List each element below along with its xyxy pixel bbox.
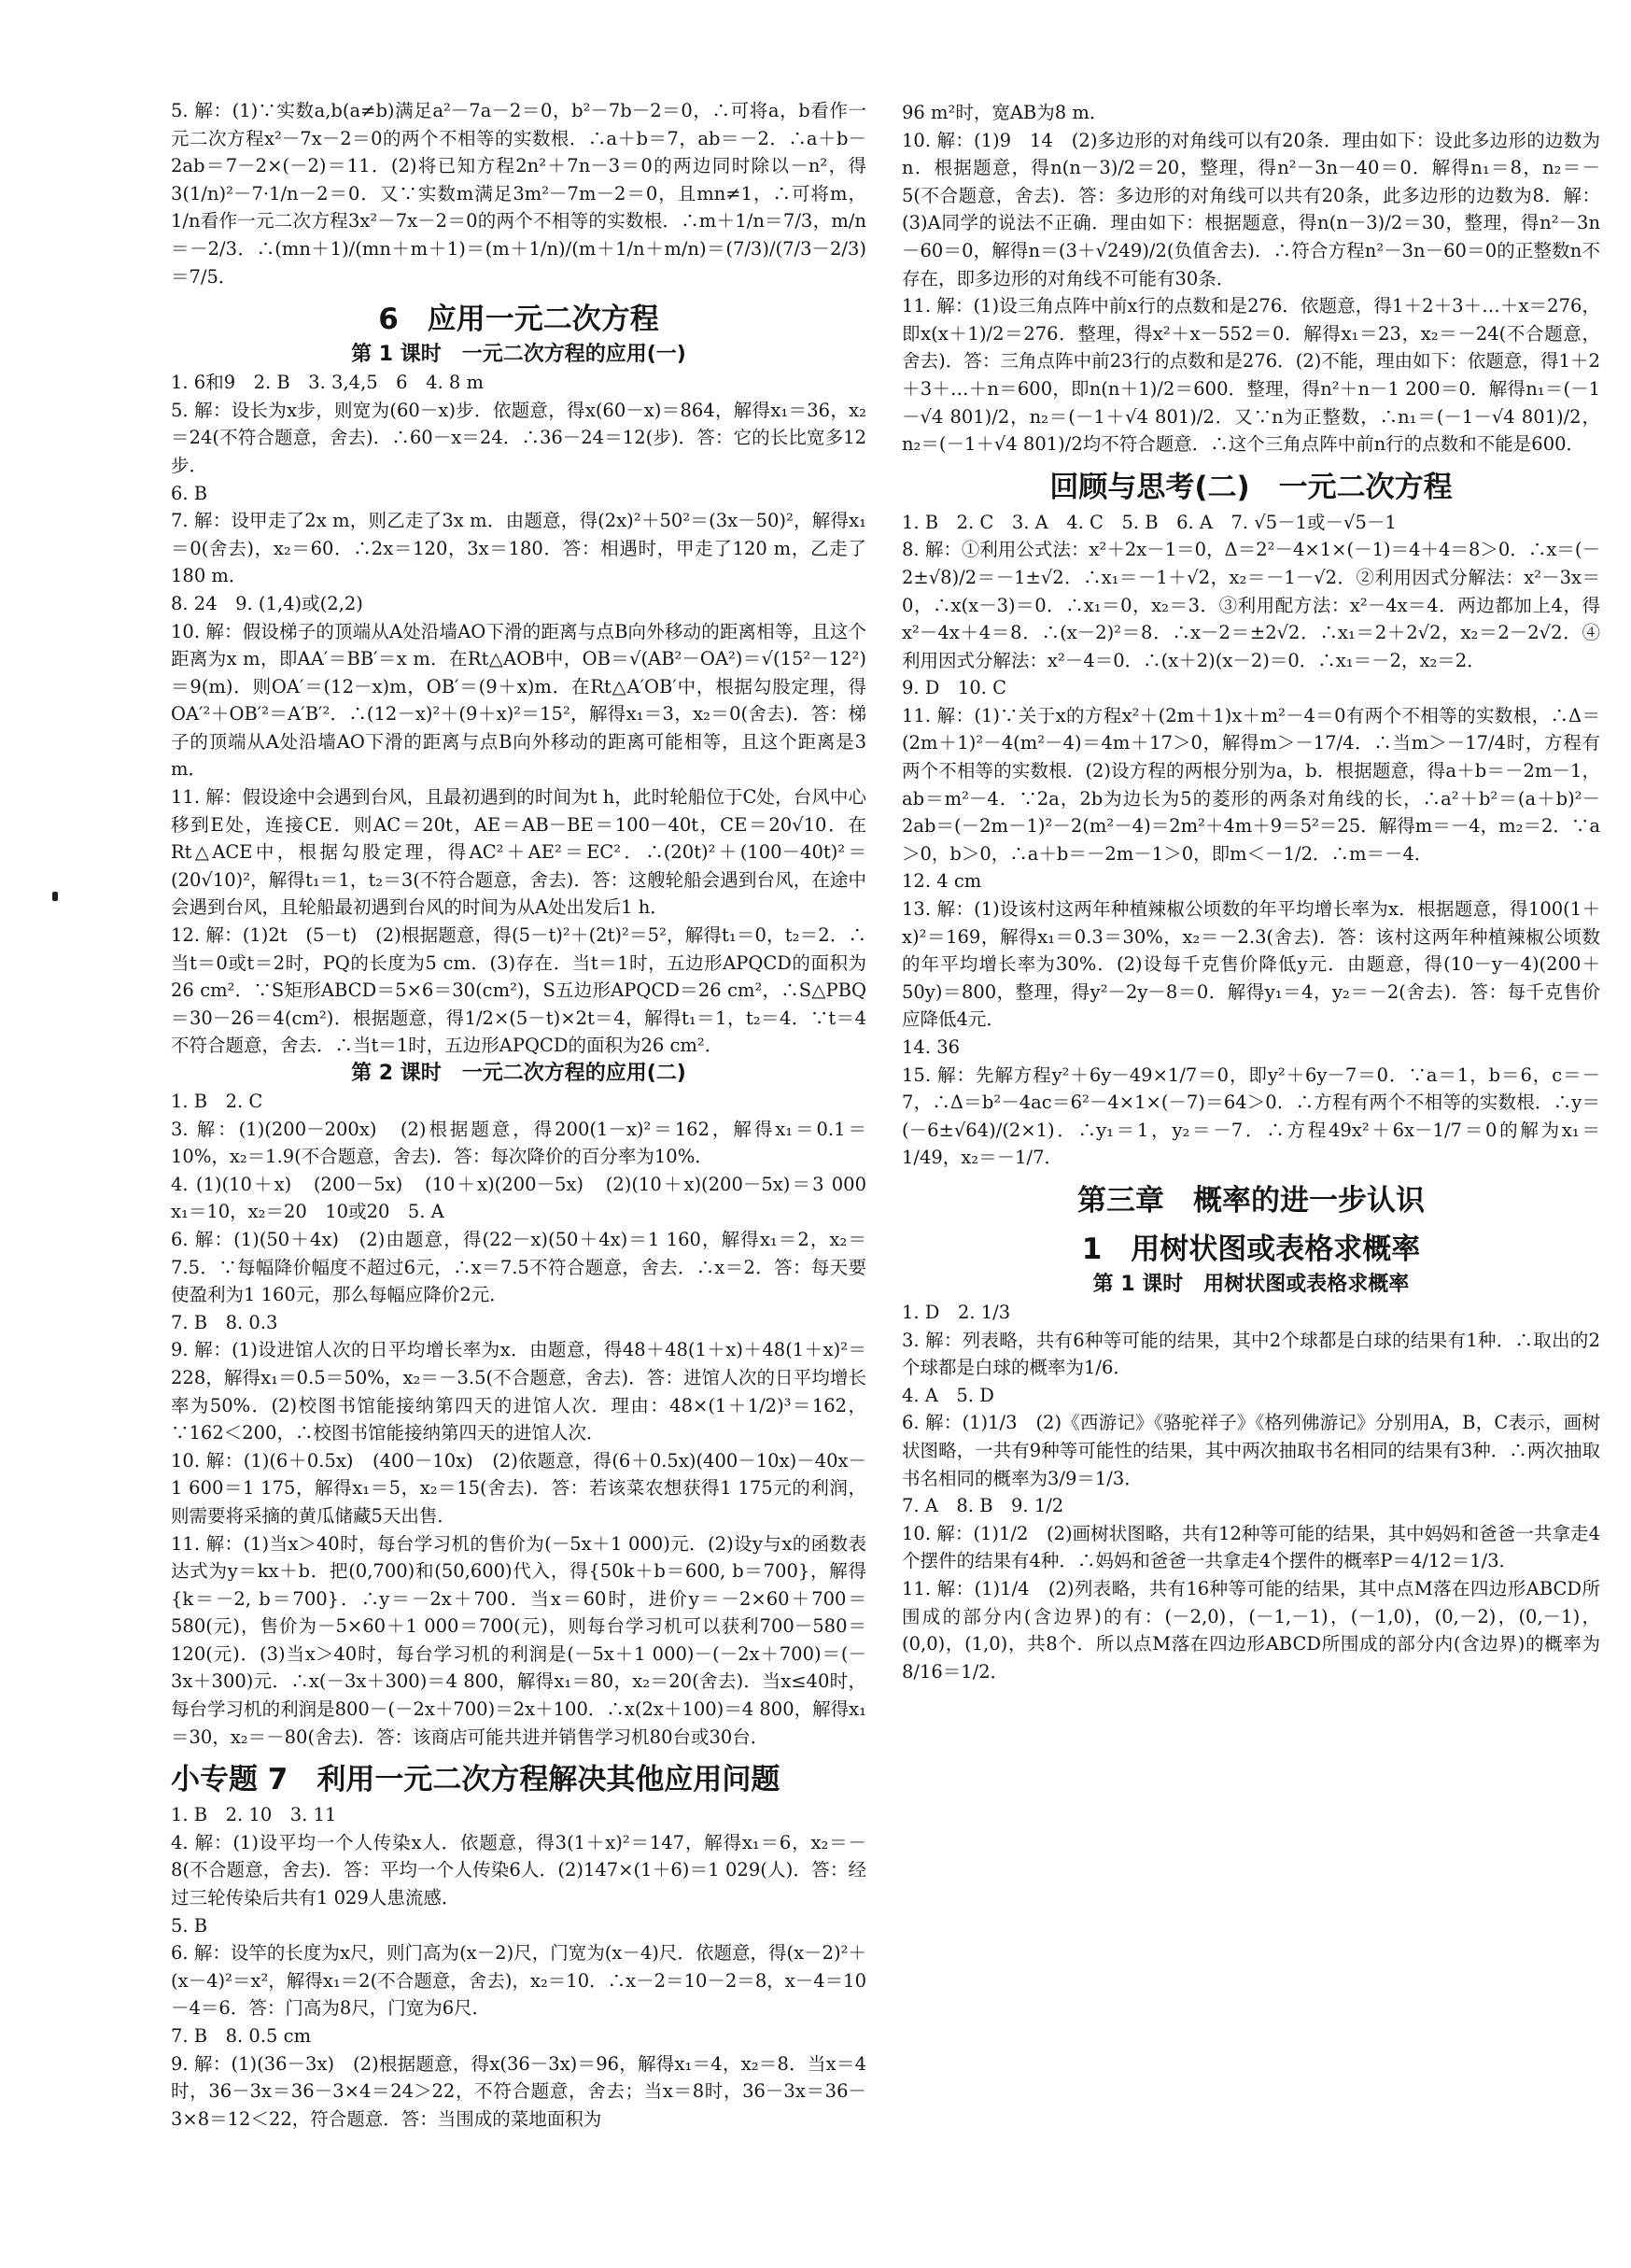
answer-line: 7. A 8. B 9. 1/2 [902, 1495, 1064, 1517]
answer-line: 7. B 8. 0.5 cm [171, 2025, 312, 2047]
answer-line: 12. 4 cm [902, 870, 982, 893]
answer-line: 10. 解：(1)1/2 (2)画树状图略，共有12种等可能的结果，其中妈妈和爸爸一共拿走4个摆件的结果有4种．∴妈妈和爸爸一共拿走4个摆件的概率P＝4/12＝1/3． [902, 1522, 1600, 1572]
review-2-title: 回顾与思考(二) 一元二次方程 [1049, 470, 1453, 504]
answer-line: 1. B 2. C 3. A 4. C 5. B 6. A 7. √5－1或－√5－1 [902, 511, 1397, 533]
answer-line: 96 m²时，宽AB为8 m． [902, 102, 1108, 123]
answer-line: 15. 解：先解方程y²＋6y－49×1/7＝0，即y²＋6y－7＝0．∵a＝1，b＝6，c＝－7，∴Δ＝b²－4ac＝6²－4×1×(－7)＝64＞0．∴方程有两个不相等的实数根．∴y＝(－6±√64)/(2×1)．∴y₁＝1，y₂＝－7．∴方程49x²＋6x－1/7＝0的解为x₁＝1/49，x₂＝－1/7． [902, 1064, 1600, 1169]
chapter-3-section-1-title: 1 用树状图或表格求概率 [1081, 1232, 1421, 1266]
section-6-title: 6 应用一元二次方程 [378, 303, 659, 337]
answer-line: 11. 解：(1)设三角点阵中前x行的点数和是276．依题意，得1＋2＋3＋…＋x＝276，即x(x＋1)/2＝276．整理，得x²＋x－552＝0．解得x₁＝23，x₂＝－24(不合题意，舍去)．答：三角点阵中前23行的点数和是276．(2)不能，理由如下：依题意，得1＋2＋3＋…＋n＝600，即n(n＋1)/2＝600．整理，得n²＋n－1 200＝0．解得n₁＝(－1－√4 801)/2，n₂＝(－1＋√4 801)/2．又∵n为正整数，∴n₁＝(－1－√4 801)/2，n₂＝(－1＋√4 801)/2均不符合题意．∴这个三角点阵中前n行的点数和不能是600． [902, 295, 1600, 456]
answer-5: 5. 解：(1)∵实数a,b(a≠b)满足a²－7a－2＝0，b²－7b－2＝0，∴可将a，b看作一元二次方程x²－7x－2＝0的两个不相等的实数根．∴a＋b＝7，ab＝－2．∴a＋b－2ab＝7－2×(－2)＝11．(2)将已知方程2n²＋7n－3＝0的两边同时除以－n²，得3(1/n)²－7·1/n－2＝0．又∵实数m满足3m²－7m－2＝0，且mn≠1，∴可将m，1/n看作一元二次方程3x²－7x－2＝0的两个不相等的实数根．∴m＋1/n＝7/3，m/n＝－2/3．∴(mn＋1)/(mn＋m＋1)＝(m＋1/n)/(m＋1/n＋m/n)＝(7/3)/(7/3－2/3)＝7/5． [171, 100, 866, 288]
answer-line: 8. 解：①利用公式法：x²＋2x－1＝0，Δ＝2²－4×1×(－1)＝4＋4＝8＞0．∴x＝(－2±√8)/2＝－1±√2．∴x₁＝－1＋√2，x₂＝－1－√2．②利用因式分解法：x²－3x＝0，∴x(x－3)＝0．∴x₁＝0，x₂＝3．③利用配方法：x²－4x＝4．两边都加上4，得x²－4x＋4＝8．∴(x－2)²＝8．∴x－2＝±2√2．∴x₁＝2＋2√2，x₂＝2－2√2．④利用因式分解法：x²－4＝0．∴(x＋2)(x－2)＝0．∴x₁＝－2，x₂＝2． [902, 539, 1600, 671]
answer-line: 7. B 8. 0.3 [171, 1311, 278, 1333]
margin-mark [52, 892, 58, 901]
answer-line: 11. 解：(1)1/4 (2)列表略，共有16种等可能的结果，其中点M落在四边形ABCD所围成的部分内(含边界)的有：(－2,0)，(－1,－1)，(－1,0)，(0,－2)，(0,－1)，(0,0)，(1,0)，共8个．所以点M落在四边形ABCD所围成的部分内(含边界)的概率为8/16＝1/2． [902, 1577, 1600, 1683]
answer-line: 6. 解：设竿的长度为x尺，则门高为(x－2)尺，门宽为(x－4)尺．依题意，得(x－2)²＋(x－4)²＝x²，解得x₁＝2(不合题意，舍去)，x₂＝10．∴x－2＝10－2＝8，x－4＝10－4＝6．答：门高为8尺，门宽为6尺． [171, 1942, 866, 2020]
answer-line: 1. B 2. C [171, 1091, 263, 1112]
answer-line: 4. 解：(1)设平均一个人传染x人．依题意，得3(1＋x)²＝147，解得x₁＝6，x₂＝－8(不合题意，舍去)．答：平均一个人传染6人．(2)147×(1＋6)＝1 029(人)．答：经过三轮传染后共有1 029人患流感． [171, 1831, 866, 1909]
lesson-2-title: 第 2 课时 一元二次方程的应用(二) [351, 1062, 686, 1085]
answer-line: 8. 24 9. (1,4)或(2,2) [171, 592, 363, 614]
answer-line: 5. 解：设长为x步，则宽为(60－x)步．依题意，得x(60－x)＝864，解得x₁＝36，x₂＝24(不符合题意，舍去)．∴60－x＝24．∴36－24＝12(步)．答：它的长比宽多12步． [171, 399, 866, 476]
answer-line: 3. 解：列表略，共有6种等可能的结果，其中2个球都是白球的结果有1种．∴取出的2个球都是白球的概率为1/6． [902, 1329, 1600, 1379]
answer-line: 12. 解：(1)2t (5－t) (2)根据题意，得(5－t)²＋(2t)²＝5²，解得t₁＝0，t₂＝2．∴当t＝0或t＝2时，PQ的长度为5 cm．(3)存在．当t＝1时，五边形APQCD的面积为26 cm²．∵S矩形ABCD＝5×6＝30(cm²)，S五边形APQCD＝26 cm²，∴S△PBQ＝30－26＝4(cm²)．根据题意，得1/2×(5－t)×2t＝4，解得t₁＝1，t₂＝4．∵t＝4不符合题意，舍去．∴当t＝1时，五边形APQCD的面积为26 cm²． [171, 924, 866, 1057]
chapter-3-title: 第三章 概率的进一步认识 [1077, 1183, 1425, 1218]
answer-line: 9. 解：(1)设进馆人次的日平均增长率为x．由题意，得48＋48(1＋x)＋48(1＋x)²＝228，解得x₁＝0.5＝50%，x₂＝－3.5(不合题意，舍去)．答：进馆人次的日平均增长率为50%．(2)校图书馆能接纳第四天的进馆人次．理由：48×(1＋1/2)³＝162，∵162＜200，∴校图书馆能接纳第四天的进馆人次． [171, 1339, 866, 1444]
answer-line: 1. 6和9 2. B 3. 3,4,5 6 4. 8 m [171, 372, 484, 394]
answer-line: 11. 解：假设途中会遇到台风，且最初遇到的时间为t h，此时轮船位于C处，台风中心移到E处，连接CE．则AC＝20t，AE＝AB－BE＝100－40t，CE＝20√10．在Rt△ACE中，根据勾股定理，得AC²＋AE²＝EC²．∴(20t)²＋(100－40t)²＝(20√10)²，解得t₁＝1，t₂＝3(不符合题意，舍去)．答：这艘轮船会遇到台风，在途中会遇到台风，且轮船最初遇到台风的时间为从A处出发后1 h． [171, 786, 866, 919]
answer-line: 13. 解：(1)设该村这两年种植辣椒公顷数的年平均增长率为x．根据题意，得100(1＋x)²＝169，解得x₁＝0.3＝30%，x₂＝－2.3(舍去)．答：该村这两年种植辣椒公顷数的年平均增长率为30%．(2)设每千克售价降低y元．由题意，得(10－y－4)(200＋50y)＝800，整理，得y²－2y－8＝0．解得y₁＝4，y₂＝－2(舍去)．答：每千克售价应降低4元． [902, 898, 1600, 1031]
answer-line: 3. 解：(1)(200－200x) (2)根据题意，得200(1－x)²＝162，解得x₁＝0.1＝10%，x₂＝1.9(不合题意，舍去)．答：每次降价的百分率为10%． [171, 1118, 866, 1168]
answer-line: 6. B [171, 482, 208, 504]
answer-line: 4. A 5. D [902, 1384, 994, 1406]
answer-line: 1. B 2. 10 3. 11 [171, 1804, 337, 1826]
answer-line: 10. 解：(1)(6＋0.5x) (400－10x) (2)依题意，得(6＋0.5x)(400－10x)－40x－1 600＝1 175，解得x₁＝5，x₂＝15(舍去)．答：若该菜农想获得1 175元的利润，则需要将采摘的黄瓜储藏5天出售． [171, 1449, 866, 1527]
lesson-1-title: 第 1 课时 一元二次方程的应用(一) [351, 343, 686, 367]
left-column [171, 97, 885, 2133]
answer-line: 14. 36 [902, 1036, 961, 1058]
answer-line: 10. 解：假设梯子的顶端从A处沿墙AO下滑的距离与点B向外移动的距离相等，且这个距离为x m，即AA′＝BB′＝x m．在Rt△AOB中，OB＝√(AB²－OA²)＝√(15²－12²)＝9(m)．则OA′＝(12－x)m，OB′＝(9＋x)m．在Rt△A′OB′中，根据勾股定理，得OA′²＋OB′²＝A′B′²．∴(12－x)²＋(9＋x)²＝15²，解得x₁＝3，x₂＝0(舍去)．答：梯子的顶端从A处沿墙AO下滑的距离与点B向外移动的距离可能相等，且这个距离是3 m． [171, 620, 866, 781]
answer-line: 6. 解：(1)(50＋4x) (2)由题意，得(22－x)(50＋4x)＝1 160，解得x₁＝2，x₂＝7.5．∵每幅降价幅度不超过6元，∴x＝7.5不符合题意，舍去．∴x＝2．答：每天要使盈利为1 160元，那么每幅应降价2元． [171, 1228, 866, 1306]
answer-line: 7. 解：设甲走了2x m，则乙走了3x m．由题意，得(2x)²＋50²＝(3x－50)²，解得x₁＝0(舍去)，x₂＝60．∴2x＝120，3x＝180．答：相遇时，甲走了120 m，乙走了180 m． [171, 510, 866, 587]
topic-7-title: 小专题 7 利用一元二次方程解决其他应用问题 [171, 1763, 780, 1797]
answer-line: 11. 解：(1)当x＞40时，每台学习机的售价为(－5x＋1 000)元．(2)设y与x的函数表达式为y＝kx＋b．把(0,700)和(50,600)代入，得{50k＋b＝600, b＝700}，解得{k＝－2, b＝700}．∴y＝－2x＋700．当x＝60时，进价y＝－2×60＋700＝580(元)，售价为－5×60＋1 000＝700(元)，则每台学习机可以获利700－580＝120(元)．(3)当x＞40时，每台学习机的利润是(－5x＋1 000)－(－2x＋700)＝(－3x＋300)元．∴x(－3x＋300)＝4 800，解得x₁＝80，x₂＝20(舍去)．当x≤40时，每台学习机的利润是800－(－2x＋700)＝2x＋100．∴x(2x＋100)＝4 800，解得x₁＝30，x₂＝－80(舍去)．答：该商店可能共进并销售学习机80台或30台． [171, 1532, 866, 1748]
answer-line: 6. 解：(1)1/3 (2)《西游记》《骆驼祥子》《格列佛游记》分别用A，B，C表示，画树状图略，一共有9种等可能性的结果，其中两次抽取书名相同的结果有3种．∴两次抽取书名相同的概率为3/9＝1/3． [902, 1412, 1600, 1489]
answer-line: 1. D 2. 1/3 [902, 1301, 1011, 1323]
chapter-3-lesson-1-title: 第 1 课时 用树状图或表格求概率 [1092, 1272, 1410, 1296]
answer-line: 5. B [171, 1914, 208, 1937]
right-column [902, 99, 1600, 1685]
answer-line: 9. 解：(1)(36－3x) (2)根据题意，得x(36－3x)＝96，解得x₁＝4，x₂＝8．当x＝4时，36－3x＝36－3×4＝24＞22，不符合题意，舍去；当x＝8时，36－3x＝36－3×8＝12＜22，符合题意．答：当围成的菜地面积为 [171, 2052, 866, 2130]
answer-line: 10. 解：(1)9 14 (2)多边形的对角线可以有20条．理由如下：设此多边形的边数为n．根据题意，得n(n－3)/2＝20，整理，得n²－3n－40＝0．解得n₁＝8，n₂＝－5(不合题意，舍去)．答：多边形的对角线可以共有20条，此多边形的边数为8．解：(3)A同学的说法不正确．理由如下：根据题意，得n(n－3)/2＝30，整理，得n²－3n－60＝0，解得n＝(3＋√249)/2(负值舍去)．∴符合方程n²－3n－60＝0的正整数n不存在，即多边形的对角线不可能有30条． [902, 129, 1600, 289]
answer-line: 4. (1)(10＋x) (200－5x) (10＋x)(200－5x) (2)(10＋x)(200－5x)＝3 000 x₁＝10，x₂＝20 10或20 5. A [171, 1173, 885, 1223]
answer-line: 9. D 10. C [902, 677, 1007, 699]
answer-line: 11. 解：(1)∵关于x的方程x²＋(2m＋1)x＋m²－4＝0有两个不相等的实数根，∴Δ＝(2m＋1)²－4(m²－4)＝4m＋17＞0，解得m＞－17/4．∴当m＞－17/4时，方程有两个不相等的实数根．(2)设方程的两根分别为a，b．根据题意，得a＋b＝－2m－1，ab＝m²－4．∵2a，2b为边长为5的菱形的两条对角线的长，∴a²＋b²＝(a＋b)²－2ab＝(－2m－1)²－2(m²－4)＝2m²＋4m＋9＝5²＝25．解得m＝－4，m₂＝2．∵a＞0，b＞0，∴a＋b＝－2m－1＞0，即m＜－1/2．∴m＝－4． [902, 704, 1600, 865]
